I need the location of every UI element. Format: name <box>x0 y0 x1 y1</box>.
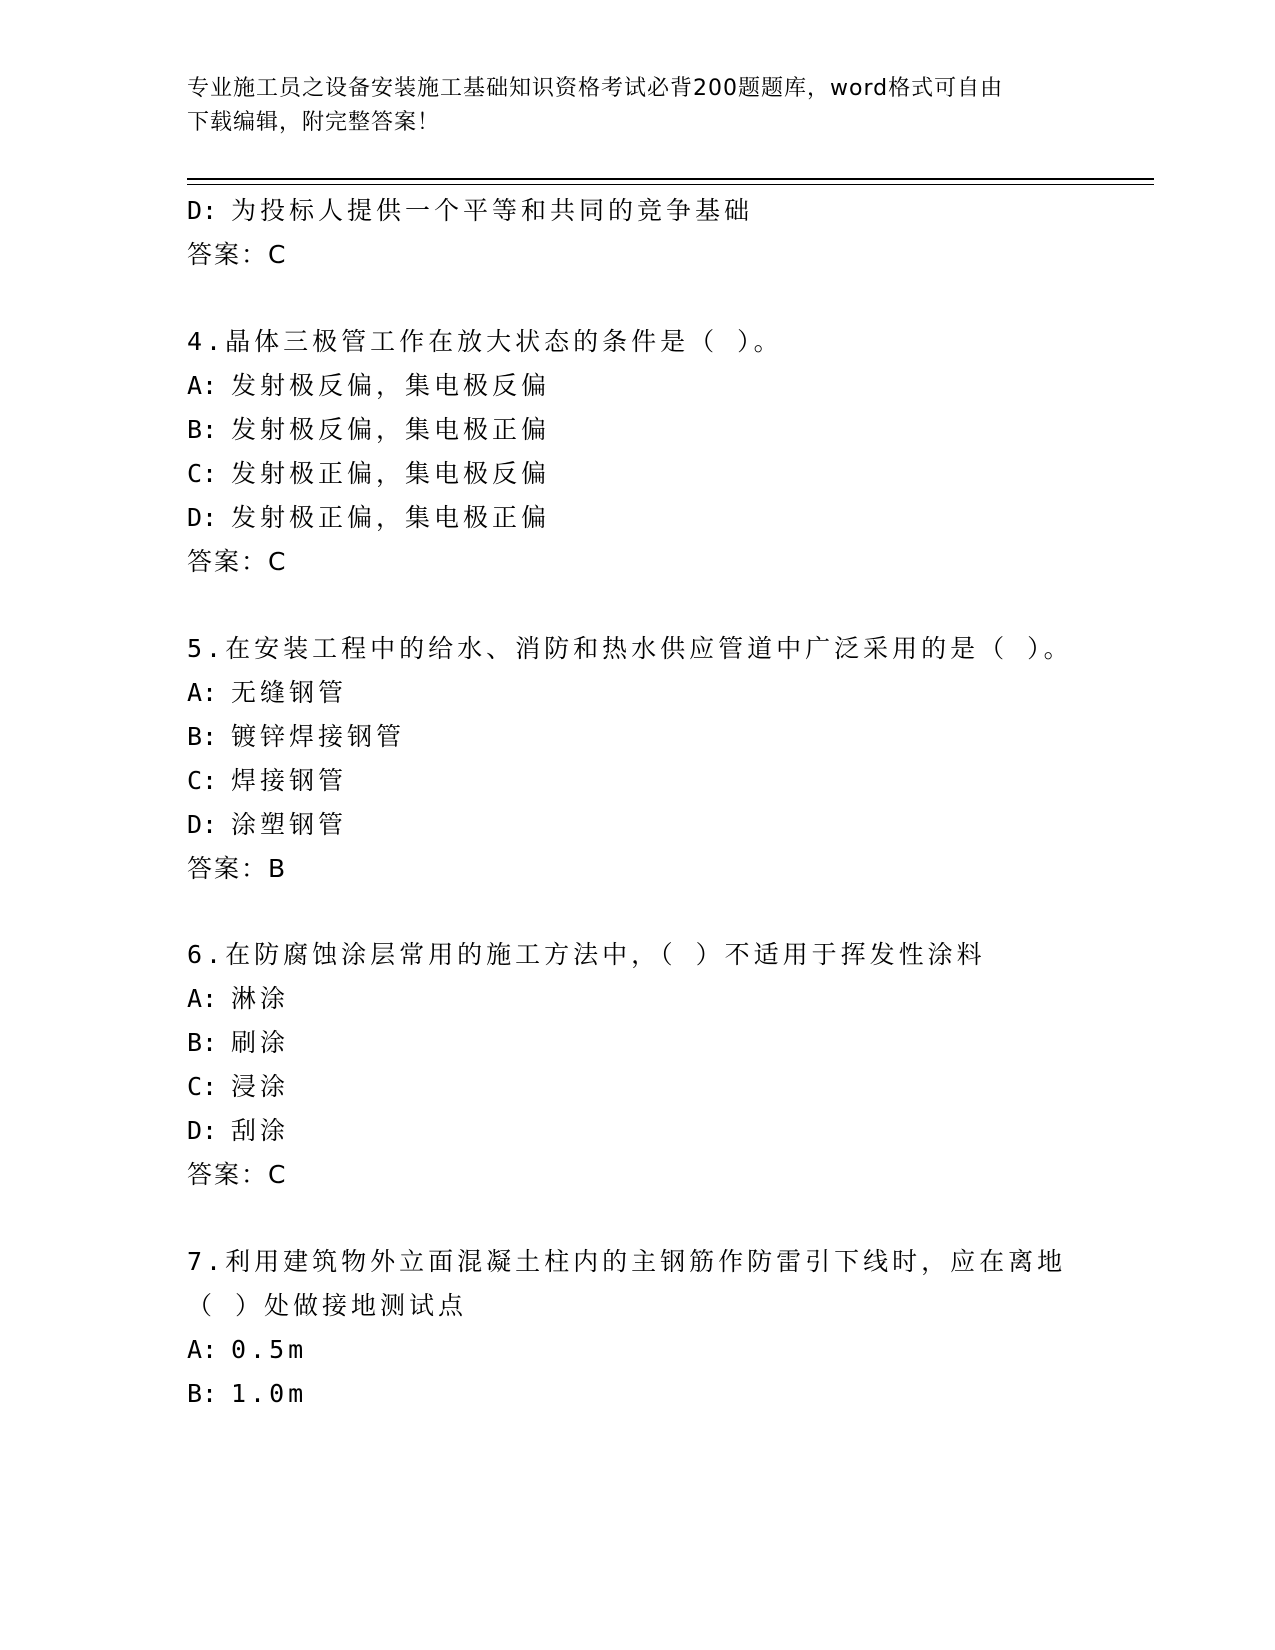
option-label: A: <box>187 1335 218 1364</box>
option-text: 焊接钢管 <box>231 766 348 795</box>
option-text: 1.0m <box>231 1379 308 1408</box>
q5-option-c <box>187 766 347 796</box>
header-line-1: 专业施工员之设备安装施工基础知识资格考试必背200题题库，word格式可自由 <box>187 76 1004 101</box>
option-text: 发射极正偏，集电极正偏 <box>231 503 551 532</box>
q4-stem: 4.晶体三极管工作在放大状态的条件是（ ）。 <box>187 327 783 356</box>
q6-answer: 答案：C <box>187 1160 288 1189</box>
q7-stem-line-1: 7.利用建筑物外立面混凝土柱内的主钢筋作防雷引下线时，应在离地 <box>187 1247 1067 1276</box>
option-label: B: <box>187 415 218 444</box>
option-label: B: <box>187 1028 218 1057</box>
q7-stem-line-2: （ ）处做接地测试点 <box>187 1291 468 1320</box>
q4-option-a <box>187 371 550 401</box>
q3-answer: 答案：C <box>187 240 288 269</box>
option-label: B: <box>187 1379 218 1408</box>
option-text: 无缝钢管 <box>231 678 348 707</box>
q6-option-a <box>187 984 289 1014</box>
q4-answer: 答案：C <box>187 547 288 576</box>
q5-option-b <box>187 722 405 752</box>
option-text: 涂塑钢管 <box>231 810 348 839</box>
option-label: D: <box>187 503 218 532</box>
option-text: 镀锌焊接钢管 <box>231 722 406 751</box>
q5-stem: 5.在安装工程中的给水、消防和热水供应管道中广泛采用的是（ ）。 <box>187 634 1073 663</box>
q7-option-a <box>187 1335 307 1365</box>
q6-option-b <box>187 1028 289 1058</box>
q7-option-b <box>187 1379 307 1409</box>
option-text: 发射极正偏，集电极反偏 <box>231 459 551 488</box>
option-label: C: <box>187 1072 218 1101</box>
header-line-2: 下载编辑，附完整答案！ <box>187 110 441 135</box>
option-label: C: <box>187 766 218 795</box>
option-text: 为投标人提供一个平等和共同的竞争基础 <box>231 196 754 225</box>
q4-option-d <box>187 503 550 533</box>
option-text: 刮涂 <box>231 1116 290 1145</box>
q5-option-a <box>187 678 347 708</box>
option-label: A: <box>187 984 218 1013</box>
option-text: 淋涂 <box>231 984 290 1013</box>
q4-option-b <box>187 415 550 445</box>
option-text: 0.5m <box>231 1335 308 1364</box>
option-label: D: <box>187 1116 218 1145</box>
option-text: 浸涂 <box>231 1072 290 1101</box>
q6-option-d <box>187 1116 289 1146</box>
option-text: 刷涂 <box>231 1028 290 1057</box>
option-label: C: <box>187 459 218 488</box>
option-label: D: <box>187 196 218 225</box>
header-divider-thin <box>187 184 1154 185</box>
option-label: A: <box>187 678 218 707</box>
q5-option-d <box>187 810 347 840</box>
option-label: D: <box>187 810 218 839</box>
option-text: 发射极反偏，集电极正偏 <box>231 415 551 444</box>
q4-option-c <box>187 459 550 489</box>
option-text: 发射极反偏，集电极反偏 <box>231 371 551 400</box>
q6-stem: 6.在防腐蚀涂层常用的施工方法中，（ ）不适用于挥发性涂料 <box>187 940 986 969</box>
option-label: A: <box>187 371 218 400</box>
q5-answer: 答案：B <box>187 854 288 883</box>
option-label: B: <box>187 722 218 751</box>
q3-option-d <box>187 196 753 226</box>
q6-option-c <box>187 1072 289 1102</box>
header-divider-thick <box>187 178 1154 180</box>
document-header <box>187 72 1067 140</box>
